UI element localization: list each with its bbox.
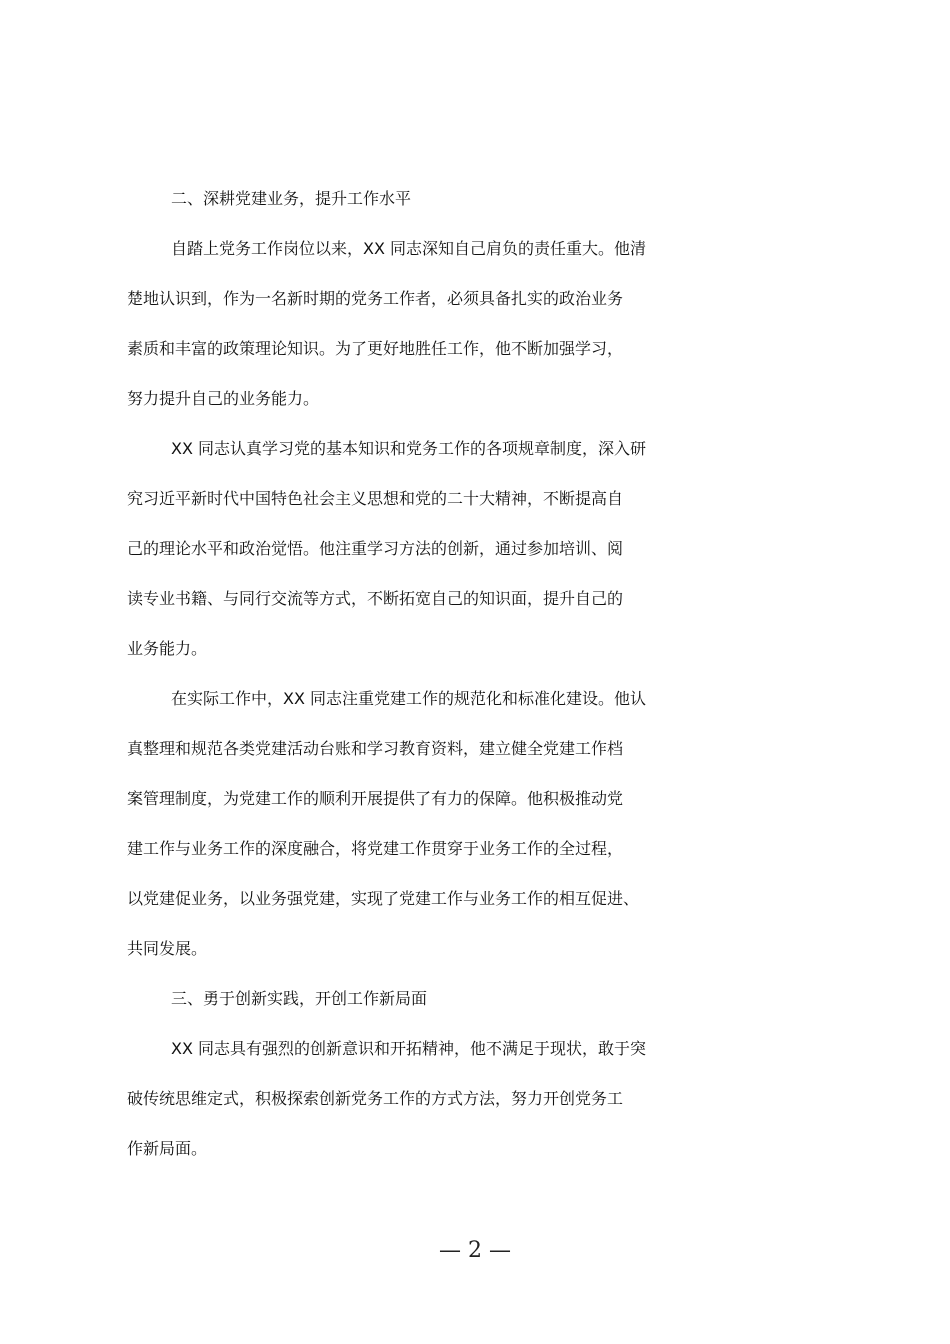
section-heading-3: [127, 986, 833, 1036]
text-line: 己的理论水平和政治觉悟。他注重学习方法的创新，通过参加培训、阅: [127, 539, 624, 558]
text-line: 共同发展。: [127, 939, 208, 958]
text-line: 努力提升自己的业务能力。: [127, 389, 320, 408]
paragraph-2: [127, 436, 833, 686]
text-line: 二、深耕党建业务，提升工作水平: [171, 189, 412, 208]
page-number: — 2 —: [439, 1238, 511, 1263]
text-line: XX 同志具有强烈的创新意识和开拓精神，他不满足于现状，敢于突: [171, 1039, 647, 1058]
text-line: 楚地认识到，作为一名新时期的党务工作者，必须具备扎实的政治业务: [127, 289, 624, 308]
paragraph-3: [127, 686, 833, 986]
paragraph-1: [127, 236, 833, 436]
text-line: 素质和丰富的政策理论知识。为了更好地胜任工作，他不断加强学习，: [127, 339, 624, 358]
text-line: 读专业书籍、与同行交流等方式，不断拓宽自己的知识面，提升自己的: [127, 589, 624, 608]
document-body: [127, 186, 833, 1186]
text-line: 建工作与业务工作的深度融合，将党建工作贯穿于业务工作的全过程，: [127, 839, 624, 858]
text-line: 自踏上党务工作岗位以来，XX 同志深知自己肩负的责任重大。他清: [171, 239, 647, 258]
section-heading-2: [127, 186, 833, 236]
text-line: 究习近平新时代中国特色社会主义思想和党的二十大精神，不断提高自: [127, 489, 624, 508]
text-line: 在实际工作中，XX 同志注重党建工作的规范化和标准化建设。他认: [171, 689, 647, 708]
text-line: 真整理和规范各类党建活动台账和学习教育资料，建立健全党建工作档: [127, 739, 624, 758]
text-line: 破传统思维定式，积极探索创新党务工作的方式方法，努力开创党务工: [127, 1089, 624, 1108]
text-line: 案管理制度，为党建工作的顺利开展提供了有力的保障。他积极推动党: [127, 789, 624, 808]
text-line: 作新局面。: [127, 1139, 208, 1158]
text-line: 业务能力。: [127, 639, 208, 658]
paragraph-4: [127, 1036, 833, 1186]
text-line: XX 同志认真学习党的基本知识和党务工作的各项规章制度，深入研: [171, 439, 647, 458]
text-line: 三、勇于创新实践，开创工作新局面: [171, 989, 428, 1008]
text-line: 以党建促业务，以业务强党建，实现了党建工作与业务工作的相互促进、: [127, 889, 640, 908]
